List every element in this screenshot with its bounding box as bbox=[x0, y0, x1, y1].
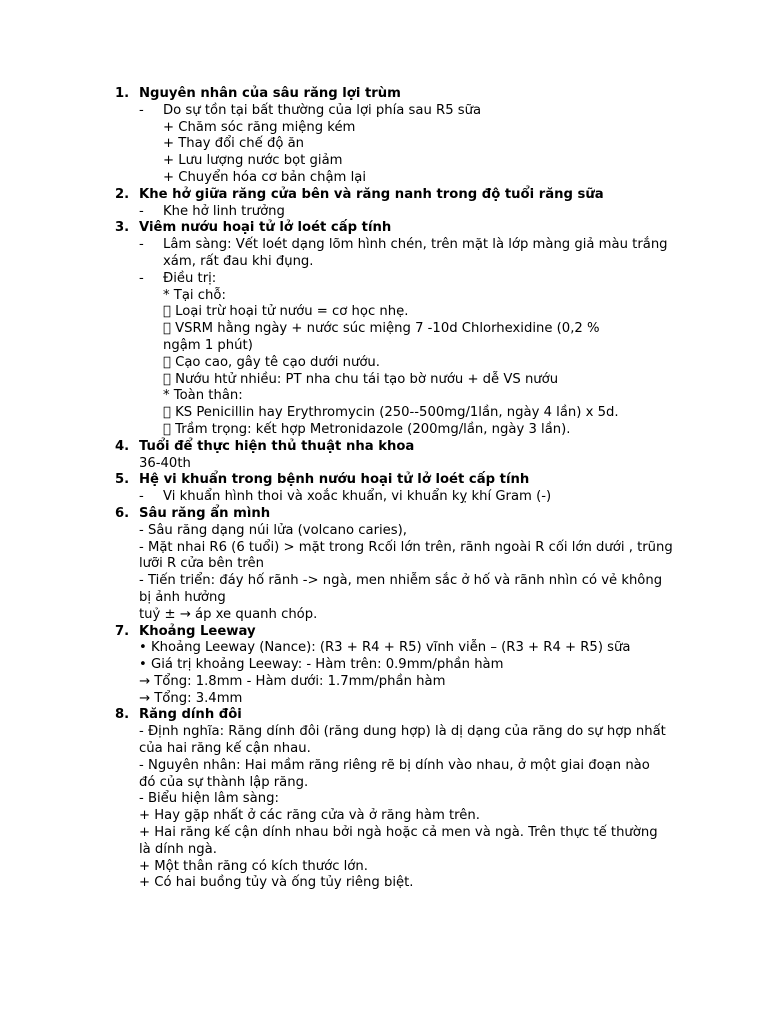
section-heading bbox=[115, 220, 675, 237]
body-line: - Tiến triển: đáy hố rãnh -> ngà, men nhiễm sắc ở hố và rãnh nhìn có vẻ không bị ảnh hưởng bbox=[139, 573, 663, 605]
section-title: Nguyên nhân của sâu răng lợi trùm bbox=[139, 86, 401, 101]
body-line: - Định nghĩa: Răng dính đôi (răng dung hợp) là dị dạng của răng do sự hợp nhất của hai răng kế cận nhau. bbox=[139, 724, 666, 757]
list-item-text: Khe hở linh trưởng bbox=[163, 203, 285, 219]
section-number: 6. bbox=[115, 505, 130, 521]
section-7 bbox=[115, 624, 675, 708]
body-line: + Hay gặp nhất ở các răng cửa và ở răng hàm trên. bbox=[139, 808, 480, 824]
section-number: 4. bbox=[115, 438, 130, 454]
body-line: + Một thân răng có kích thước lớn. bbox=[139, 858, 368, 874]
section-number: 8. bbox=[115, 707, 130, 723]
document-content bbox=[115, 86, 675, 892]
body-line: → Tổng: 3.4mm bbox=[139, 690, 243, 706]
list-dash: - bbox=[139, 270, 144, 286]
section-heading bbox=[115, 472, 675, 489]
sub-line: + Lưu lượng nước bọt giảm bbox=[163, 153, 343, 169]
list-item-text: Vi khuẩn hình thoi và xoắc khuẩn, vi khuẩn kỵ khí Gram (-) bbox=[163, 489, 552, 505]
section-title: Khoảng Leeway bbox=[139, 623, 256, 639]
body-line: - Nguyên nhân: Hai mầm răng riêng rẽ bị dính vào nhau, ở một giai đoạn nào bbox=[139, 757, 650, 773]
list-dash: - bbox=[139, 237, 144, 253]
body-line: 36-40th bbox=[139, 455, 191, 471]
section-number: 2. bbox=[115, 186, 130, 202]
section-1 bbox=[115, 86, 675, 187]
list-item bbox=[139, 237, 675, 271]
sub-line: + Chuyển hóa cơ bản chậm lại bbox=[163, 169, 366, 185]
list-item bbox=[139, 271, 675, 288]
list-dash: - bbox=[139, 102, 144, 118]
section-6 bbox=[115, 506, 675, 624]
sub-line: ngậm 1 phút) bbox=[163, 337, 253, 353]
list-dash: - bbox=[139, 203, 144, 219]
body-line: - Sâu răng dạng núi lửa (volcano caries), bbox=[139, 522, 407, 538]
section-number: 7. bbox=[115, 623, 130, 639]
list-item bbox=[139, 489, 675, 506]
body-line: + Hai răng kế cận dính nhau bởi ngà hoặc cả men và ngà. Trên thực tế thường bbox=[139, 825, 658, 841]
sub-line: + Chăm sóc răng miệng kém bbox=[163, 119, 356, 135]
section-5 bbox=[115, 472, 675, 506]
section-title: Khe hở giữa răng cửa bên và răng nanh trong độ tuổi răng sữa bbox=[139, 186, 604, 202]
sub-line: Trầm trọng: kết hợp Metronidazole (200mg/lần, ngày 3 lần). bbox=[163, 421, 559, 437]
sub-line: Nướu htử nhiều: PT nha chu tái tạo bờ nướu + dễ VS nướu bbox=[163, 371, 546, 387]
section-number: 5. bbox=[115, 472, 130, 488]
sub-line: Loại trừ hoại tử nướu = cơ học nhẹ. bbox=[163, 304, 397, 320]
section-4 bbox=[115, 439, 675, 473]
sub-line: * Toàn thân: bbox=[163, 388, 243, 404]
body-line: đó của sự thành lập răng. bbox=[139, 774, 309, 790]
list-item-text: Do sự tồn tại bất thường của lợi phía sau R5 sữa bbox=[163, 102, 482, 118]
body-line: → Tổng: 1.8mm - Hàm dưới: 1.7mm/phần hàm bbox=[139, 673, 446, 689]
section-title: Tuổi để thực hiện thủ thuật nha khoa bbox=[139, 438, 415, 454]
section-number: 1. bbox=[115, 86, 130, 101]
list-item-text: Điều trị: bbox=[163, 270, 217, 286]
section-8 bbox=[115, 707, 675, 892]
section-heading bbox=[115, 439, 675, 456]
section-heading bbox=[115, 86, 675, 103]
section-heading bbox=[115, 707, 675, 724]
list-item bbox=[139, 204, 675, 221]
list-dash: - bbox=[139, 489, 144, 505]
body-line: - Biểu hiện lâm sàng: bbox=[139, 791, 279, 807]
section-heading bbox=[115, 187, 675, 204]
section-3 bbox=[115, 220, 675, 438]
section-title: Răng dính đôi bbox=[139, 707, 242, 723]
body-line: • Khoảng Leeway (Nance): (R3 + R4 + R5) vĩnh viễn – (R3 + R4 + R5) sữa bbox=[139, 640, 631, 656]
body-line: • Giá trị khoảng Leeway: - Hàm trên: 0.9mm/phần hàm bbox=[139, 657, 504, 673]
sub-line: VSRM hằng ngày + nước súc miệng 7 -10d Chlorhexidine (0,2 % bbox=[163, 321, 588, 337]
list-item-text: Lâm sàng: Vết loét dạng lõm hình chén, trên mặt là lớp màng giả màu trắng xám, rất đau khi đụng. bbox=[163, 237, 668, 269]
section-heading bbox=[115, 624, 675, 641]
section-title: Sâu răng ẩn mình bbox=[139, 505, 271, 521]
body-line: tuỷ ± → áp xe quanh chóp. bbox=[139, 606, 318, 622]
body-line: + Có hai buồng tủy và ống tủy riêng biệt. bbox=[139, 875, 414, 891]
sub-line: KS Penicillin hay Erythromycin (250--500mg/1lần, ngày 4 lần) x 5d. bbox=[163, 405, 607, 421]
section-title: Hệ vi khuẩn trong bệnh nướu hoại tử lở loét cấp tính bbox=[139, 472, 530, 488]
body-line: là dính ngà. bbox=[139, 841, 217, 857]
body-line: - Mặt nhai R6 (6 tuổi) > mặt trong Rcối lớn trên, rãnh ngoài R cối lớn dưới , trũng lưỡi R cửa bên trên bbox=[139, 539, 673, 572]
list-item bbox=[139, 103, 675, 120]
section-heading bbox=[115, 506, 675, 523]
section-title: Viêm nướu hoại tử lở loét cấp tính bbox=[139, 220, 392, 236]
sub-line: Cạo cao, gây tê cạo dưới nướu. bbox=[163, 354, 368, 370]
sub-line: * Tại chỗ: bbox=[163, 287, 226, 303]
section-2 bbox=[115, 187, 675, 221]
sub-line: + Thay đổi chế độ ăn bbox=[163, 136, 305, 152]
section-number: 3. bbox=[115, 220, 130, 236]
